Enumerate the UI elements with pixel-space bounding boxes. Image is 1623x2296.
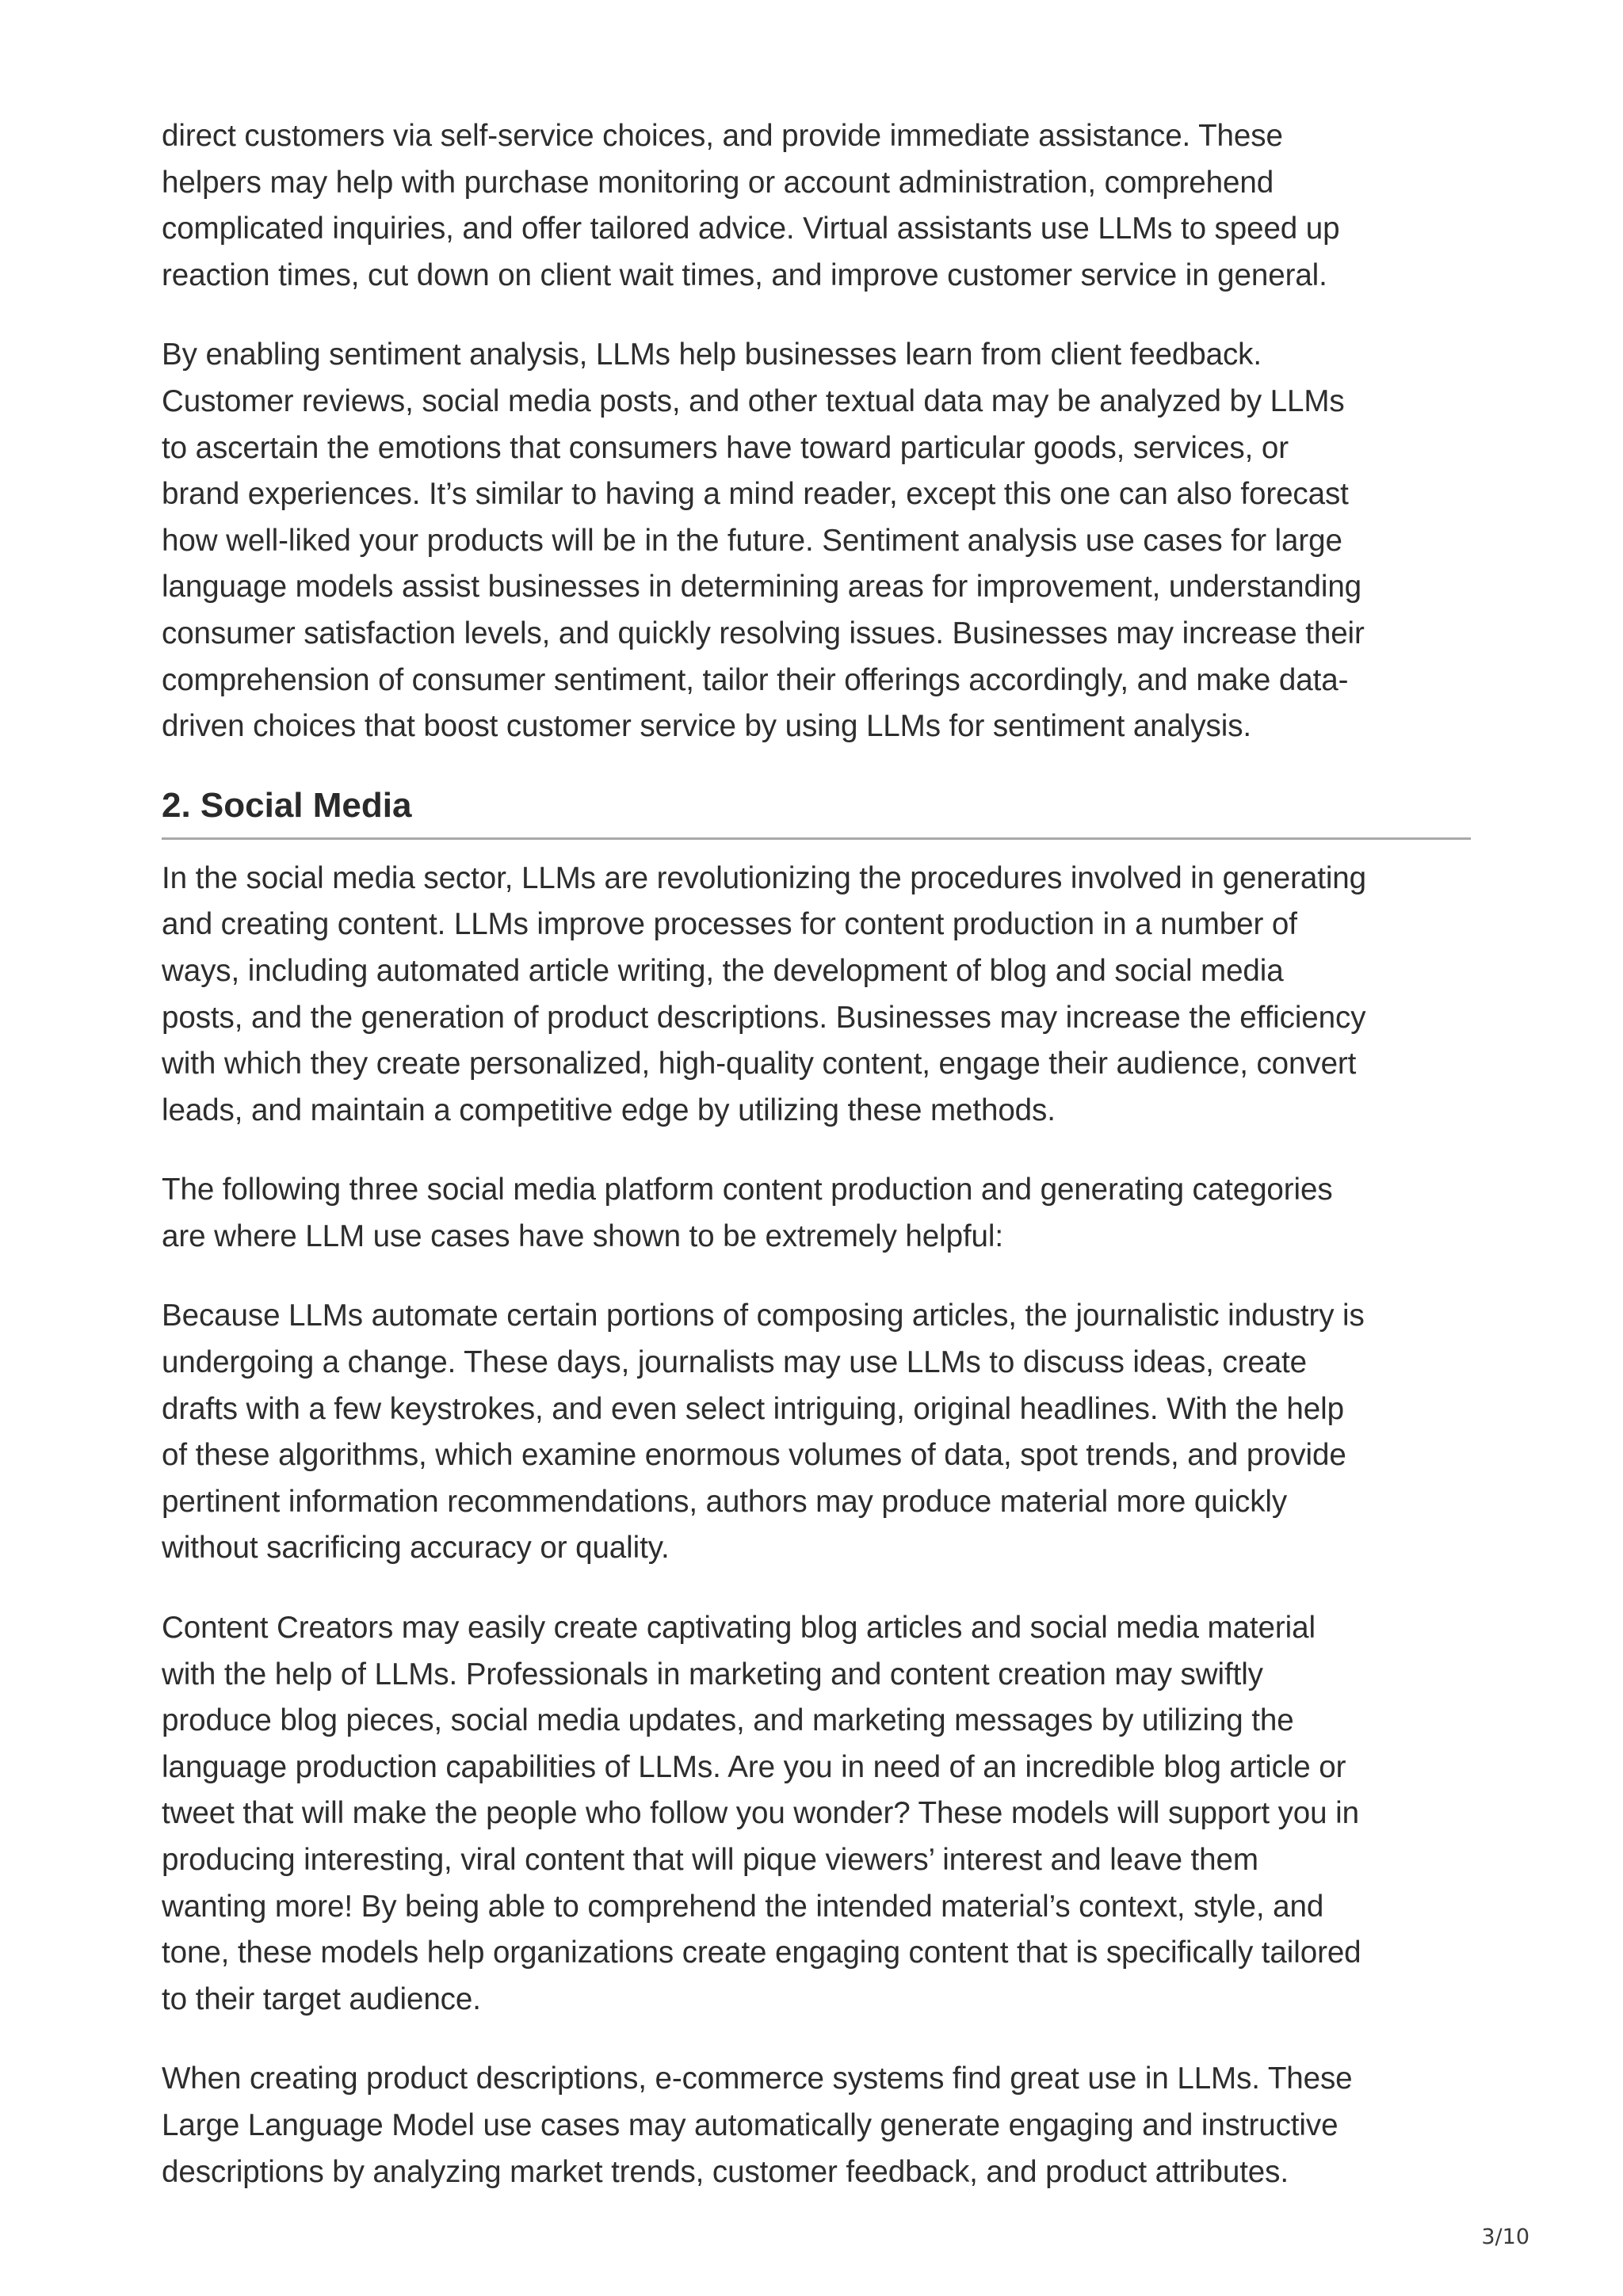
text-line: to their target audience. (162, 1981, 481, 2016)
text-line: with the help of LLMs. Professionals in marketing and content creation may swiftly (162, 1657, 1263, 1691)
text-line: ways, including automated article writing, the development of blog and social media (162, 953, 1284, 988)
paragraph-virtual-assistants (162, 113, 1471, 299)
text-line: Because LLMs automate certain portions of composing articles, the journalistic industry is (162, 1299, 1365, 1333)
text-line: to ascertain the emotions that consumers have toward particular goods, services, or (162, 430, 1289, 465)
text-line: producing interesting, viral content that will pique viewers’ interest and leave them (162, 1843, 1258, 1877)
text-line: posts, and the generation of product descriptions. Businesses may increase the efficiency (162, 1000, 1366, 1035)
text-line: tweet that will make the people who follow you wonder? These models will support you in (162, 1796, 1359, 1831)
text-line: produce blog pieces, social media updates, and marketing messages by utilizing the (162, 1703, 1294, 1738)
text-line: helpers may help with purchase monitoring or account administration, comprehend (162, 165, 1274, 200)
text-line: consumer satisfaction levels, and quickly resolving issues. Businesses may increase their (162, 616, 1365, 650)
paragraph-sentiment-analysis (162, 332, 1471, 749)
text-line: complicated inquiries, and offer tailored advice. Virtual assistants use LLMs to speed up (162, 212, 1340, 246)
text-line: descriptions by analyzing market trends, customer feedback, and product attributes. (162, 2154, 1289, 2189)
text-line: When creating product descriptions, e-commerce systems find great use in LLMs. These (162, 2061, 1353, 2096)
text-line: tone, these models help organizations create engaging content that is specifically tailored (162, 1936, 1361, 1970)
text-line: how well-liked your products will be in the future. Sentiment analysis use cases for large (162, 523, 1342, 558)
paragraph-journalism (162, 1293, 1471, 1572)
paragraph-content-creators (162, 1605, 1471, 2023)
text-line: and creating content. LLMs improve processes for content production in a number of (162, 907, 1297, 942)
text-line: undergoing a change. These days, journalists may use LLMs to discuss ideas, create (162, 1345, 1308, 1380)
paragraph-group-top (162, 113, 1471, 750)
text-line: language production capabilities of LLMs. Are you in need of an incredible blog article or (162, 1749, 1346, 1784)
text-line: without sacrificing accuracy or quality. (162, 1531, 670, 1566)
text-line: Large Language Model use cases may automatically generate engaging and instructive (162, 2107, 1338, 2142)
text-line: driven choices that boost customer service by using LLMs for sentiment analysis. (162, 709, 1252, 744)
text-line: pertinent information recommendations, authors may produce material more quickly (162, 1484, 1288, 1519)
text-line: reaction times, cut down on client wait times, and improve customer service in general. (162, 257, 1327, 292)
text-line: language models assist businesses in determining areas for improvement, understanding (162, 570, 1362, 605)
text-line: The following three social media platform content production and generating categories (162, 1173, 1333, 1207)
text-line: direct customers via self-service choices, and provide immediate assistance. These (162, 119, 1283, 153)
text-line: Customer reviews, social media posts, and other textual data may be analyzed by LLMs (162, 383, 1345, 418)
document-page (162, 113, 1471, 2229)
text-line: with which they create personalized, high-quality content, engage their audience, convert (162, 1047, 1357, 1081)
text-line: In the social media sector, LLMs are revolutionizing the procedures involved in generating (162, 860, 1366, 895)
text-line: of these algorithms, which examine enormous volumes of data, spot trends, and provide (162, 1438, 1346, 1473)
section-title: 2. Social Media (162, 785, 412, 825)
text-line: leads, and maintain a competitive edge by utilizing these methods. (162, 1093, 1056, 1127)
text-line: are where LLM use cases have shown to be extremely helpful: (162, 1219, 1004, 1253)
paragraph-group-social-media (162, 856, 1471, 2195)
text-line: brand experiences. It’s similar to having a mind reader, except this one can also forecast (162, 477, 1349, 512)
paragraph-social-media-intro (162, 856, 1471, 1135)
page-number: 3/10 (1481, 2225, 1529, 2249)
text-line: drafts with a few keystrokes, and even select intriguing, original headlines. With the help (162, 1391, 1344, 1426)
text-line: By enabling sentiment analysis, LLMs help businesses learn from client feedback. (162, 338, 1262, 372)
section-heading-social-media (162, 784, 1471, 840)
text-line: Content Creators may easily create captivating blog articles and social media material (162, 1611, 1316, 1646)
paragraph-product-descriptions (162, 2056, 1471, 2195)
text-line: wanting more! By being able to comprehend the intended material’s context, style, and (162, 1889, 1324, 1924)
text-line: comprehension of consumer sentiment, tailor their offerings accordingly, and make data- (162, 662, 1349, 697)
paragraph-three-categories (162, 1167, 1471, 1260)
